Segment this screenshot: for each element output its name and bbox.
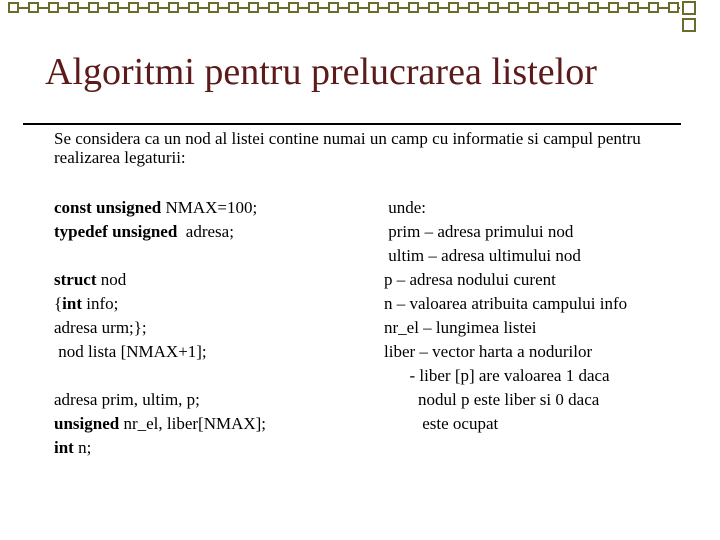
- code-text: info;: [82, 294, 119, 313]
- bullet-square-icon: [568, 2, 579, 13]
- bullet-square-icon: [388, 2, 399, 13]
- intro-text: Se considera ca un nod al listei contine numai un camp cu informatie si campul pentru realizarea legaturii:: [54, 129, 641, 167]
- bullet-square-icon: [608, 2, 619, 13]
- corner-square-icon: [682, 18, 696, 32]
- bullet-square-icon: [28, 2, 39, 13]
- note-line: liber – vector harta a nodurilor: [384, 342, 593, 361]
- note-line: nodul p este liber si 0 daca: [384, 390, 600, 409]
- code-line: nod lista [NMAX+1];: [54, 342, 207, 361]
- bullet-square-icon: [248, 2, 259, 13]
- code-text: nr_el, liber[NMAX];: [119, 414, 267, 433]
- bullet-square-icon: [68, 2, 79, 13]
- bullet-square-icon: [648, 2, 659, 13]
- keyword: const unsigned: [54, 198, 162, 217]
- bullet-square-icon: [148, 2, 159, 13]
- bullet-square-icon: [88, 2, 99, 13]
- keyword: unsigned: [54, 414, 120, 433]
- code-block: [54, 196, 266, 460]
- code-text: {: [54, 294, 63, 313]
- bullet-square-icon: [268, 2, 279, 13]
- code-text: nod: [96, 270, 127, 289]
- code-line: [54, 436, 266, 460]
- bullet-square-icon: [228, 2, 239, 13]
- slide-title: Algoritmi pentru prelucrarea listelor: [45, 51, 597, 93]
- code-text: NMAX=100;: [161, 198, 258, 217]
- bullet-square-icon: [508, 2, 519, 13]
- decorative-top-bar: [8, 0, 720, 22]
- code-text: adresa;: [177, 222, 234, 241]
- code-line: [54, 268, 266, 292]
- note-line: prim – adresa primului nod: [384, 222, 574, 241]
- bullet-square-icon: [308, 2, 319, 13]
- bullet-square-icon: [528, 2, 539, 13]
- note-line: este ocupat: [384, 414, 499, 433]
- bullet-square-icon: [628, 2, 639, 13]
- bullet-square-icon: [468, 2, 479, 13]
- bullet-square-icon: [108, 2, 119, 13]
- note-line: p – adresa nodului curent: [384, 270, 556, 289]
- bullet-square-icon: [8, 2, 19, 13]
- corner-square-icon: [682, 1, 696, 15]
- bullet-square-icon: [588, 2, 599, 13]
- code-text: n;: [73, 438, 92, 457]
- title-divider: [23, 123, 681, 125]
- note-line: n – valoarea atribuita campului info: [384, 294, 628, 313]
- keyword: struct: [54, 270, 97, 289]
- bullet-square-icon: [328, 2, 339, 13]
- note-line: unde:: [384, 198, 427, 217]
- code-line: [54, 412, 266, 436]
- bullet-square-icon: [208, 2, 219, 13]
- note-line: - liber [p] are valoarea 1 daca: [384, 366, 610, 385]
- explanation-block: [384, 196, 627, 436]
- bullet-square-icon: [548, 2, 559, 13]
- note-line: nr_el – lungimea listei: [384, 318, 537, 337]
- code-line: [54, 292, 266, 316]
- bullet-square-icon: [368, 2, 379, 13]
- code-line: adresa prim, ultim, p;: [54, 390, 200, 409]
- bullet-square-icon: [288, 2, 299, 13]
- bullet-square-icon: [128, 2, 139, 13]
- bullet-square-icon: [668, 2, 679, 13]
- bullet-square-icon: [488, 2, 499, 13]
- keyword: int: [62, 294, 83, 313]
- bullet-square-icon: [188, 2, 199, 13]
- bullet-square-icon: [448, 2, 459, 13]
- bullet-square-icon: [48, 2, 59, 13]
- code-line: [54, 196, 266, 220]
- note-line: ultim – adresa ultimului nod: [384, 246, 581, 265]
- keyword: typedef unsigned: [54, 222, 178, 241]
- code-line: [54, 220, 266, 244]
- keyword: int: [54, 438, 74, 457]
- bullet-square-icon: [168, 2, 179, 13]
- bullet-square-icon: [348, 2, 359, 13]
- code-line: adresa urm;};: [54, 318, 147, 337]
- bullet-square-icon: [428, 2, 439, 13]
- bullet-square-icon: [408, 2, 419, 13]
